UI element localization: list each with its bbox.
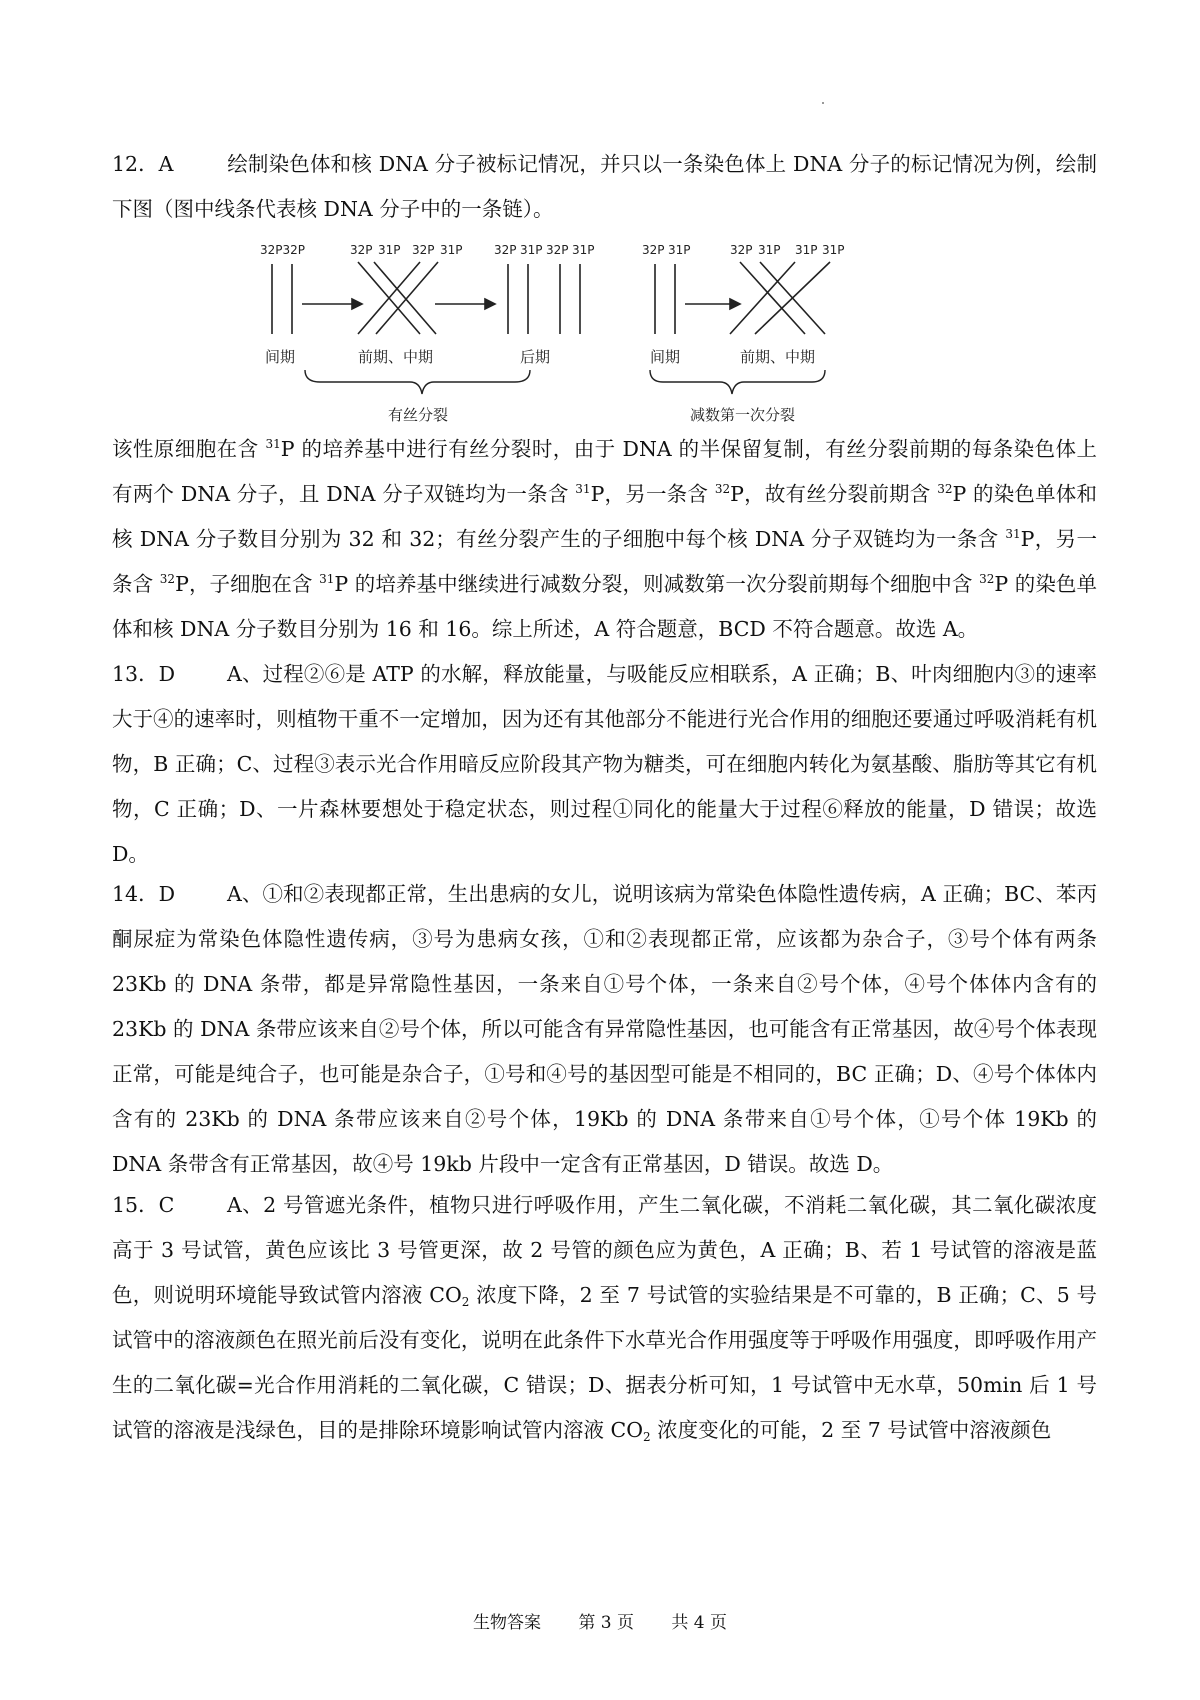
label-32p-e: 32P bbox=[642, 243, 665, 257]
label-31p-d: 31P bbox=[572, 243, 595, 257]
q15-number: 15．C bbox=[112, 1193, 175, 1217]
q12-body-seg-1: P 的培养基中进行有丝分裂时，由于 DNA 的半保留复制，有丝分裂前期的每条染色体上有两个 DNA 分子，且 DNA 分子双链均为一条含 bbox=[112, 437, 1097, 506]
label-31p-e: 31P bbox=[668, 243, 691, 257]
q13-text: A、过程②⑥是 ATP 的水解，释放能量，与吸能反应相联系，A 正确；B、叶肉细胞内③的速率大于④的速率时，则植物干重不一定增加，因为还有其他部分不能进行光合作用的细胞还要通过呼吸消耗有机物，B 正确；C、过程③表示光合作用暗反应阶段其产物为糖类，可在细胞内转化为氨基酸、脂肪等其它有机物，C 正确；D、一片森林要想处于稳定状态，则过程①同化的能量大于过程⑥释放的能量，D 错误；故选 D。 bbox=[112, 662, 1097, 866]
q12-body-seg-2: P，另一条含 bbox=[590, 482, 715, 506]
q15-sub-1: 2 bbox=[643, 1430, 651, 1444]
mitosis-brace bbox=[305, 370, 530, 394]
q12-body-seg-7: P 的培养基中继续进行减数分裂，则减数第一次分裂前期每个细胞中含 bbox=[334, 572, 980, 596]
q15-text-1: 浓度下降，2 至 7 号试管的实验结果是不可靠的，B 正确；C、5 号试管中的溶液颜色在照光前后没有变化，说明在此条件下水草光合作用强度等于呼吸作用强度，即呼吸作用产生的二氧化碳=光合作用消耗的二氧化碳，C 错误；D、据表分析可知，1 号试管中无水草，50min 后 1 号试管的溶液是浅绿色，目的是排除环境影响试管内溶液 CO bbox=[112, 1283, 1097, 1442]
q12-sup-0: 31 bbox=[265, 437, 281, 451]
label-32p-d: 32P bbox=[546, 243, 569, 257]
q12-body-seg-5: P，另一条含 bbox=[112, 527, 1098, 596]
stage-interphase-1: 间期 bbox=[265, 348, 296, 366]
arrow-head-1 bbox=[352, 299, 362, 309]
q15-text-0: A、2 号管遮光条件，植物只进行呼吸作用，产生二氧化碳，不消耗二氧化碳，其二氧化碳浓度高于 3 号试管，黄色应该比 3 号管更深，故 2 号管的颜色应为黄色，A 正确；B、若 1 号试管的溶液是蓝色，则说明环境能导致试管内溶液 CO bbox=[112, 1193, 1097, 1307]
q12-body-seg-3: P，故有丝分裂前期含 bbox=[730, 482, 938, 506]
label-32p-a: 32P bbox=[350, 243, 373, 257]
footer-page-number: 第 3 页 bbox=[578, 1613, 634, 1633]
label-31p-h: 31P bbox=[822, 243, 845, 257]
label-32p32p: 32P32P bbox=[260, 243, 306, 257]
footer-subject: 生物答案 bbox=[472, 1613, 541, 1633]
stage-prophase-metaphase-1: 前期、中期 bbox=[358, 348, 434, 366]
q12-intro-text: 绘制染色体和核 DNA 分子被标记情况，并只以一条染色体上 DNA 分子的标记情况为例，绘制下图（图中线条代表核 DNA 分子中的一条链）。 bbox=[112, 152, 1097, 221]
group-meiosis-1: 减数第一次分裂 bbox=[690, 406, 796, 424]
q12-sup-1: 31 bbox=[575, 482, 591, 496]
q12-sup-6: 31 bbox=[319, 572, 335, 586]
q12-number: 12．A bbox=[112, 152, 174, 176]
q12-body-seg-0: 该性原细胞在含 bbox=[112, 437, 266, 461]
arrow-head-2 bbox=[485, 299, 495, 309]
q12-body-seg-4: P 的染色单体和核 DNA 分子数目分别为 32 和 32；有丝分裂产生的子细胞中每个核 DNA 分子双链均为一条含 bbox=[112, 482, 1098, 551]
q12-sup-3: 32 bbox=[937, 482, 953, 496]
label-31p-c: 31P bbox=[520, 243, 543, 257]
q15-sub-0: 2 bbox=[461, 1295, 470, 1309]
q14-block bbox=[112, 872, 1097, 1187]
label-31p-b: 31P bbox=[440, 243, 463, 257]
group-mitosis: 有丝分裂 bbox=[388, 406, 449, 424]
q12-sup-4: 31 bbox=[1005, 527, 1021, 541]
q12-body-seg-6: P，子细胞在含 bbox=[175, 572, 320, 596]
label-31p-f: 31P bbox=[758, 243, 781, 257]
stage-interphase-2: 间期 bbox=[650, 348, 681, 366]
q14-text: A、①和②表现都正常，生出患病的女儿，说明该病为常染色体隐性遗传病，A 正确；BC、苯丙酮尿症为常染色体隐性遗传病，③号为患病女孩，①和②表现都正常，应该都为杂合子，③号个体有两条 23Kb 的 DNA 条带，都是异常隐性基因，一条来自①号个体，一条来自②号个体，④号个体体内含有的 23Kb 的 DNA 条带应该来自②号个体，所以可能含有异常隐性基因，也可能含有正常基因，故④号个体表现正常，可能是纯合子，也可能是杂合子，①号和④号的基因型可能是不相同的，BC 正确；D、④号个体体内含有的 23Kb 的 DNA 条带应该来自②号个体，19Kb 的 DNA 条带来自①号个体，①号个体 19Kb 的 DNA 条带含有正常基因，故④号 19kb 片段中一定含有正常基因，D 错误。故选 D。 bbox=[112, 882, 1097, 1176]
label-31p-g: 31P bbox=[795, 243, 818, 257]
q15-text-2: 浓度变化的可能，2 至 7 号试管中溶液颜色 bbox=[650, 1418, 1052, 1442]
q12-figure bbox=[250, 242, 950, 457]
q13-block bbox=[112, 652, 1097, 877]
page-footer bbox=[0, 1608, 1200, 1633]
label-32p-f: 32P bbox=[730, 243, 753, 257]
q15-block bbox=[112, 1183, 1097, 1453]
meiosis-brace bbox=[650, 370, 825, 394]
label-31p-a: 31P bbox=[378, 243, 401, 257]
stage-prophase-metaphase-2: 前期、中期 bbox=[740, 348, 816, 366]
q12-sup-7: 32 bbox=[979, 572, 995, 586]
q12-body-seg-8: P 的染色单体和核 DNA 分子数目分别为 16 和 16。综上所述，A 符合题意，BCD 不符合题意。故选 A。 bbox=[112, 572, 1098, 641]
arrow-head-3 bbox=[730, 299, 740, 309]
q14-number: 14．D bbox=[112, 882, 176, 906]
q12-sup-5: 32 bbox=[159, 572, 176, 586]
q12-intro bbox=[112, 142, 1097, 232]
stage-anaphase: 后期 bbox=[520, 348, 551, 366]
q12-sup-2: 32 bbox=[714, 482, 731, 496]
q13-number: 13．D bbox=[112, 662, 176, 686]
label-32p-c: 32P bbox=[494, 243, 517, 257]
footer-total-pages: 共 4 页 bbox=[671, 1613, 728, 1633]
label-32p-b: 32P bbox=[412, 243, 435, 257]
q12-body bbox=[112, 427, 1097, 652]
mitosis-interphase-lines bbox=[272, 264, 292, 334]
scan-speck bbox=[822, 102, 824, 104]
